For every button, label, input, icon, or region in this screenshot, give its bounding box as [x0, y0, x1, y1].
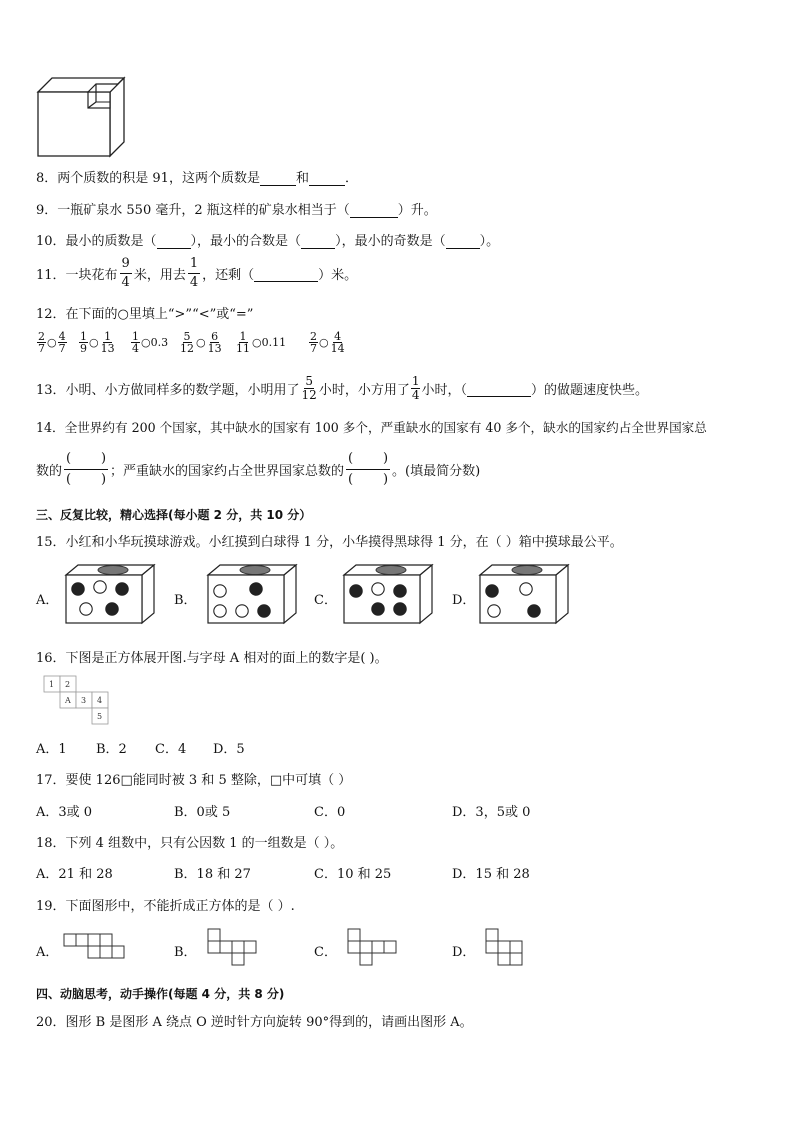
ball-box-b[interactable] [206, 563, 298, 625]
black-ball [372, 603, 384, 615]
cube-cutout-figure [36, 76, 126, 158]
answer-blank[interactable] [467, 380, 531, 397]
option-d[interactable]: D． [452, 945, 476, 960]
option-b[interactable]: B．2 [96, 742, 127, 757]
comparison-item: $\frac{2}{7}$ ○ $\frac{4}{14}$ [310, 330, 345, 355]
white-ball [214, 585, 226, 597]
option-a[interactable]: A．3或 0 [36, 805, 93, 820]
question-14-line1: 14．全世界约有 200 个国家，其中缺水的国家有 100 多个，严重缺水的国家有 40 多个，缺水的国家约占全世界国家总 [36, 420, 707, 435]
question-15: 15．小红和小华玩摸球游戏。小红摸到白球得 1 分，小华摸得黑球得 1 分，在（ ）箱中摸球最公平。 [36, 535, 623, 550]
answer-blank[interactable] [260, 185, 296, 186]
option-b[interactable]: B．18 和 27 [174, 867, 251, 882]
comparison-item: $\frac{1}{9}$ ○ $\frac{1}{13}$ [80, 330, 115, 355]
question-19: 19．下面图形中，不能折成正方体的是（ ）. [36, 899, 295, 914]
fraction: $\frac{5}{12}$ [301, 373, 317, 402]
white-ball [94, 581, 106, 593]
option-c[interactable]: C．4 [155, 742, 187, 757]
black-ball [486, 585, 498, 597]
answer-blank[interactable] [446, 248, 480, 249]
option-d[interactable]: D．15 和 28 [452, 867, 530, 882]
box-option-label[interactable]: C． [314, 593, 337, 608]
black-ball [350, 585, 362, 597]
black-ball [250, 583, 262, 595]
box-option-label[interactable]: B． [174, 593, 197, 608]
question-11: 11．一块花布 9 4 米，用去 1 4 ，还剩（ ）米。 [36, 255, 358, 290]
answer-fraction-blank[interactable]: ( ) ( ) [348, 450, 389, 487]
answer-blank[interactable] [350, 217, 398, 218]
answer-blank[interactable] [301, 248, 335, 249]
question-14-line2: 数的 ( ) ( ) ；严重缺水的国家约占全世界国家总数的 ( ) ( ) 。(填最简分数) [36, 446, 480, 492]
question-20: 20．图形 B 是图形 A 绕点 O 逆时针方向旋转 90°得到的，请画出图形 A。 [36, 1015, 473, 1030]
black-ball [394, 585, 406, 597]
cube-net-figure [44, 676, 116, 728]
white-ball [214, 605, 226, 617]
question-8: 8．两个质数的积是 91，这两个质数是 和 ． [36, 171, 358, 186]
comparison-item: $\frac{2}{7}$ ○ $\frac{4}{7}$ [38, 330, 66, 355]
net-cell: 1 [49, 680, 55, 689]
box-option-label[interactable]: D． [452, 593, 476, 608]
answer-fraction-blank[interactable]: ( ) ( ) [66, 450, 107, 487]
net-cell: 3 [81, 696, 87, 705]
net-cell: A [65, 696, 71, 705]
black-ball [116, 583, 128, 595]
question-9: 9．一瓶矿泉水 550 毫升，2 瓶这样的矿泉水相当于（ ）升。 [36, 203, 437, 218]
net-option-a[interactable] [64, 932, 128, 964]
option-a[interactable]: A．21 和 28 [36, 867, 113, 882]
ball-box-d[interactable] [478, 563, 570, 625]
option-c[interactable]: C．0 [314, 805, 346, 820]
compare-circle[interactable]: ○ [319, 336, 329, 349]
net-option-c[interactable] [346, 927, 406, 971]
black-ball [72, 583, 84, 595]
option-c[interactable]: C．10 和 25 [314, 867, 392, 882]
ball-box-a[interactable] [64, 563, 156, 625]
question-18: 18．下列 4 组数中，只有公因数 1 的一组数是（ ）。 [36, 836, 344, 851]
option-c[interactable]: C． [314, 945, 337, 960]
answer-blank[interactable] [309, 185, 345, 186]
option-b[interactable]: B．0或 5 [174, 805, 231, 820]
net-option-d[interactable] [484, 927, 544, 971]
option-d[interactable]: D．3，5或 0 [452, 805, 531, 820]
option-b[interactable]: B． [174, 945, 197, 960]
white-ball [80, 603, 92, 615]
white-ball [488, 605, 500, 617]
compare-circle[interactable]: ○ [196, 336, 206, 349]
question-10: 10．最小的质数是（ ），最小的合数是（ ），最小的奇数是（ ）。 [36, 234, 500, 249]
option-a[interactable]: A．1 [36, 742, 67, 757]
fraction: 1 4 [189, 255, 199, 290]
comparison-item: $\frac{5}{12}$ ○ $\frac{6}{13}$ [180, 330, 222, 355]
question-16: 16．下图是正方体展开图.与字母 A 相对的面上的数字是( )。 [36, 651, 388, 666]
compare-circle[interactable]: ○ [89, 336, 99, 349]
comparison-item: $\frac{1}{4}$ ○ 0.3 [132, 330, 169, 355]
option-a[interactable]: A． [36, 945, 59, 960]
section-4-heading: 四、动脑思考，动手操作(每题 4 分，共 8 分) [36, 987, 285, 1001]
comparison-item: $\frac{1}{11}$ ○ 0.11 [236, 330, 287, 355]
black-ball [258, 605, 270, 617]
black-ball [528, 605, 540, 617]
box-option-label[interactable]: A． [36, 593, 59, 608]
net-cell: 4 [97, 696, 103, 705]
compare-circle[interactable]: ○ [141, 336, 151, 349]
answer-blank[interactable] [157, 248, 191, 249]
white-ball [372, 583, 384, 595]
net-cell: 2 [65, 680, 71, 689]
white-ball [520, 583, 532, 595]
answer-blank[interactable] [254, 265, 318, 282]
compare-circle[interactable]: ○ [252, 336, 262, 349]
question-17: 17．要使 126□能同时被 3 和 5 整除，□中可填（ ） [36, 773, 352, 788]
fraction: $\frac{1}{4}$ [411, 373, 420, 402]
question-13: 13．小明、小方做同样多的数学题，小明用了 $\frac{5}{12}$ 小时，小方用了 $\frac{1}{4}$ 小时，（ ）的做题速度快些。 [36, 373, 649, 402]
net-option-b[interactable] [206, 927, 266, 971]
white-ball [236, 605, 248, 617]
question-12: 12．在下面的○里填上“>”“<”或“=” [36, 307, 254, 322]
ball-box-c[interactable] [342, 563, 434, 625]
option-d[interactable]: D．5 [213, 742, 245, 757]
section-3-heading: 三、反复比较，精心选择(每小题 2 分，共 10 分） [36, 508, 312, 522]
comparison-row [36, 331, 356, 361]
black-ball [394, 603, 406, 615]
fraction: 9 4 [121, 255, 130, 290]
compare-circle[interactable]: ○ [47, 336, 57, 349]
net-cell: 5 [97, 712, 103, 721]
black-ball [106, 603, 118, 615]
